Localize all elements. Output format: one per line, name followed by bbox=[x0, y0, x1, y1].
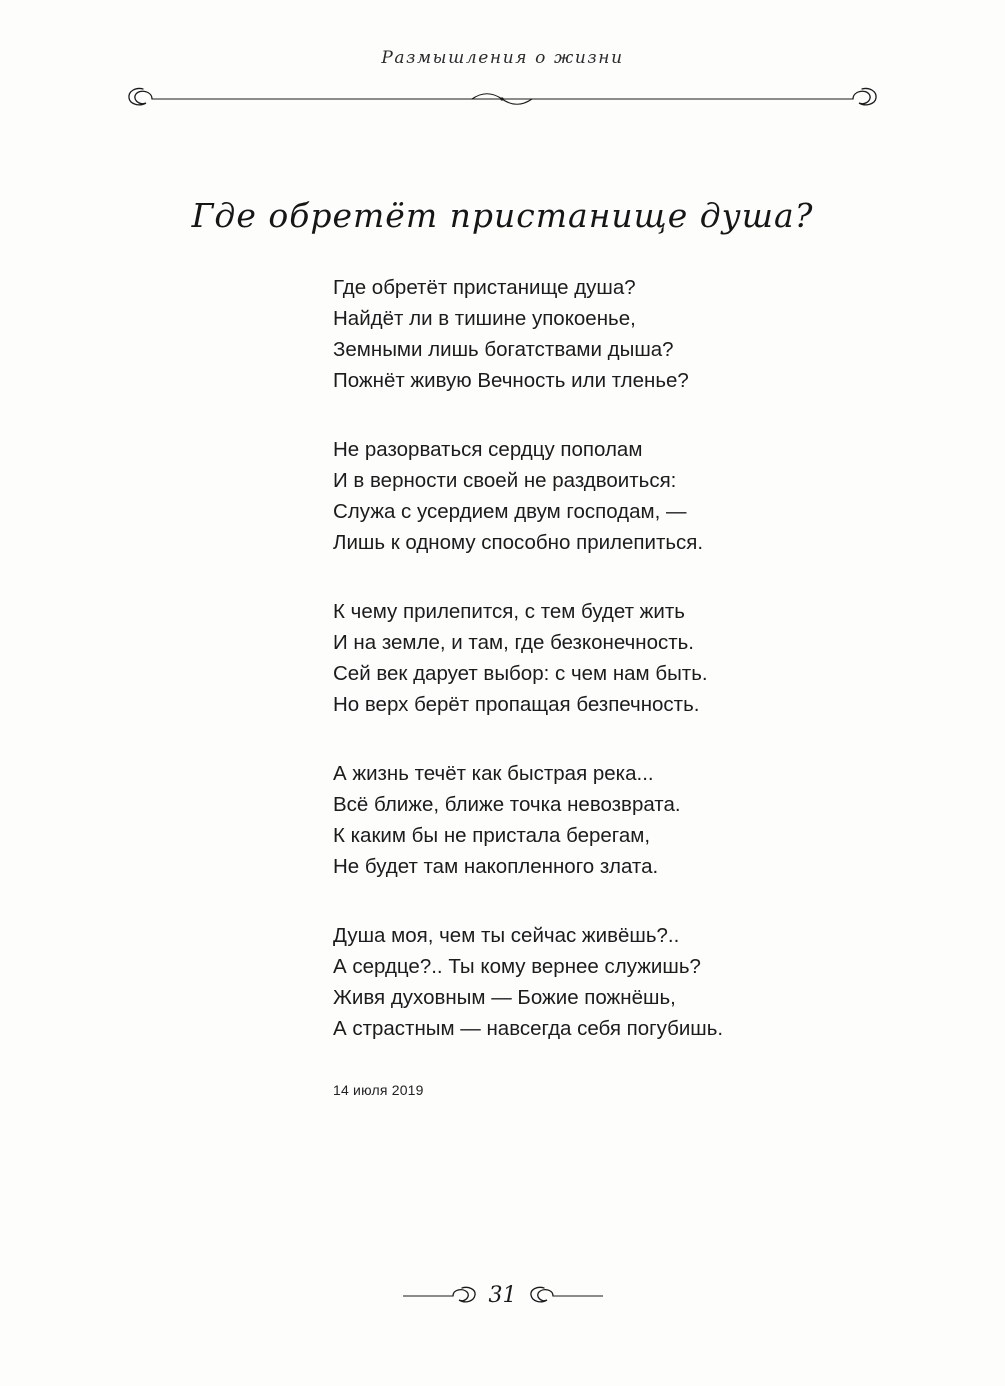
poem-line: Лишь к одному способно прилепиться. bbox=[333, 531, 704, 554]
poem-line: К чему прилепится, с тем будет жить bbox=[333, 600, 685, 623]
poem-line: Где обретёт пристанище душа? bbox=[333, 276, 636, 299]
stanza bbox=[333, 596, 893, 720]
poem-line: Не разорваться сердцу пополам bbox=[333, 438, 643, 461]
poem-line: И на земле, и там, где безконечность. bbox=[333, 631, 694, 654]
poem-line: К каким бы не пристала берегам, bbox=[333, 824, 651, 847]
poem-line: Душа моя, чем ты сейчас живёшь?.. bbox=[333, 924, 680, 947]
stanza bbox=[333, 272, 893, 396]
page-number: 31 bbox=[488, 1283, 517, 1308]
stanza bbox=[333, 920, 893, 1044]
poem-date: 14 июля 2019 bbox=[333, 1082, 424, 1098]
decorative-divider-icon bbox=[112, 86, 893, 112]
page-footer bbox=[0, 1283, 1005, 1308]
stanza bbox=[333, 758, 893, 882]
poem-line: А жизнь течёт как быстрая река... bbox=[333, 762, 654, 785]
header-divider bbox=[112, 86, 893, 112]
poem-line: Но верх берёт пропащая безпечность. bbox=[333, 693, 700, 716]
footer-flourish-right-icon bbox=[527, 1286, 605, 1306]
stanza bbox=[333, 434, 893, 558]
poem-line: Сей век дарует выбор: с чем нам быть. bbox=[333, 662, 708, 685]
poem-line: Найдёт ли в тишине упокоенье, bbox=[333, 307, 636, 330]
poem-line: А сердце?.. Ты кому вернее служишь? bbox=[333, 955, 701, 978]
poem-line: И в верности своей не раздвоиться: bbox=[333, 469, 677, 492]
poem-body bbox=[333, 272, 893, 1098]
poem-line: Всё ближе, ближе точка невозврата. bbox=[333, 793, 681, 816]
poem-line: Живя духовным — Божие пожнёшь, bbox=[333, 986, 676, 1009]
running-head: Размышления о жизни bbox=[381, 48, 624, 68]
poem-line: А страстным — навсегда себя погубишь. bbox=[333, 1017, 724, 1040]
footer-flourish-left-icon bbox=[401, 1286, 479, 1306]
poem-line: Пожнёт живую Вечность или тленье? bbox=[333, 369, 689, 392]
poem-line: Служа с усердием двум господам, — bbox=[333, 500, 687, 523]
poem-line: Земными лишь богатствами дыша? bbox=[333, 338, 674, 361]
poem-line: Не будет там накопленного злата. bbox=[333, 855, 659, 878]
page-title: Где обретёт пристанище душа? bbox=[191, 196, 814, 235]
